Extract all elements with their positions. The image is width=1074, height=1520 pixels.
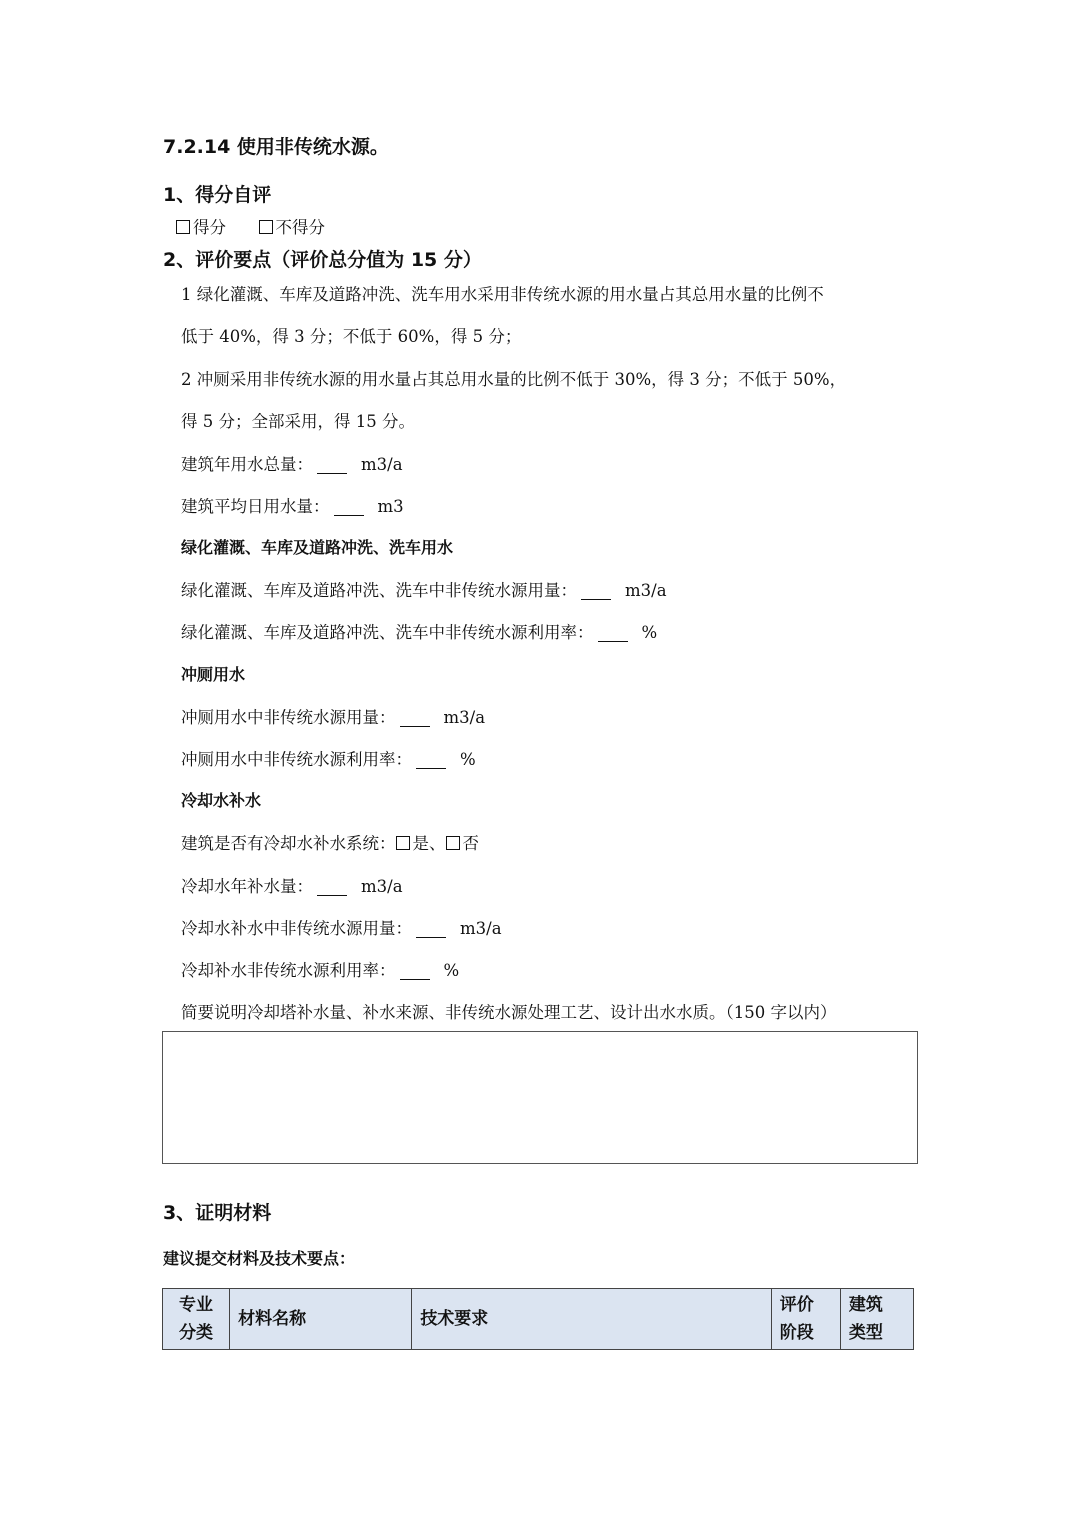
toilet-rate-input[interactable] xyxy=(416,767,446,769)
header-material-name: 材料名称 xyxy=(230,1289,412,1350)
point-2-line2: 得 5 分；全部采用，得 15 分。 xyxy=(181,412,415,431)
daily-avg-field: 建筑平均日用水量： m3 xyxy=(181,497,404,516)
green-group-title: 绿化灌溉、车库及道路冲洗、洗车用水 xyxy=(181,538,454,557)
header-building-type: 建筑 类型 xyxy=(840,1289,913,1350)
green-usage-field: 绿化灌溉、车库及道路冲洗、洗车中非传统水源用量： m3/a xyxy=(181,581,667,600)
score-options xyxy=(176,214,325,238)
toilet-usage-field: 冲厕用水中非传统水源用量： m3/a xyxy=(181,708,486,727)
cooling-system-field: 建筑是否有冷却水补水系统： 是、 否 xyxy=(181,834,479,853)
section1-title: 1、得分自评 xyxy=(163,184,272,206)
cooling-rate-field: 冷却补水非传统水源利用率： % xyxy=(181,961,460,980)
header-requirement: 技术要求 xyxy=(412,1289,771,1350)
point-1-line2: 低于 40%，得 3 分；不低于 60%，得 5 分； xyxy=(181,327,522,346)
checkbox-icon[interactable] xyxy=(259,220,273,234)
cooling-usage-input[interactable] xyxy=(416,936,446,938)
section2-title: 2、评价要点（评价总分值为 15 分） xyxy=(163,249,482,271)
annual-total-field: 建筑年用水总量： m3/a xyxy=(181,455,403,474)
point-2-line1: 2 冲厕采用非传统水源的用水量占其总用水量的比例不低于 30%，得 3 分；不低于 50%， xyxy=(181,370,847,389)
toilet-rate-field: 冲厕用水中非传统水源利用率： % xyxy=(181,750,476,769)
point-1-line1: 1 绿化灌溉、车库及道路冲洗、洗车用水采用非传统水源的用水量占其总用水量的比例不 xyxy=(181,285,824,304)
no-score-option[interactable]: 不得分 xyxy=(259,218,326,237)
score-option[interactable]: 得分 xyxy=(176,218,226,237)
daily-avg-input[interactable] xyxy=(334,514,364,516)
description-prompt: 简要说明冷却塔补水量、补水来源、非传统水源处理工艺、设计出水水质。（150 字以内） xyxy=(181,1003,837,1022)
checkbox-icon[interactable] xyxy=(396,836,410,850)
toilet-group-title: 冲厕用水 xyxy=(181,665,246,684)
green-rate-field: 绿化灌溉、车库及道路冲洗、洗车中非传统水源利用率： % xyxy=(181,623,658,642)
cooling-rate-input[interactable] xyxy=(400,978,430,980)
materials-table xyxy=(162,1288,914,1350)
annual-total-input[interactable] xyxy=(317,472,347,474)
table-header-row xyxy=(163,1289,914,1350)
checkbox-icon[interactable] xyxy=(176,220,190,234)
header-category: 专业 分类 xyxy=(163,1289,230,1350)
checkbox-icon[interactable] xyxy=(446,836,460,850)
green-rate-input[interactable] xyxy=(598,640,628,642)
section3-subtitle: 建议提交材料及技术要点： xyxy=(163,1249,356,1268)
cooling-usage-field: 冷却水补水中非传统水源用量： m3/a xyxy=(181,919,502,938)
header-stage: 评价 阶段 xyxy=(771,1289,840,1350)
cooling-group-title: 冷却水补水 xyxy=(181,791,262,810)
cooling-yes-option[interactable]: 是、 xyxy=(396,834,446,853)
description-textbox[interactable] xyxy=(162,1031,918,1164)
cooling-annual-field: 冷却水年补水量： m3/a xyxy=(181,877,403,896)
cooling-annual-input[interactable] xyxy=(317,894,347,896)
toilet-usage-input[interactable] xyxy=(400,725,430,727)
section3-title: 3、证明材料 xyxy=(163,1202,272,1224)
cooling-no-option[interactable]: 否 xyxy=(446,834,480,853)
green-usage-input[interactable] xyxy=(581,598,611,600)
clause-heading: 7.2.14 使用非传统水源。 xyxy=(163,136,389,158)
